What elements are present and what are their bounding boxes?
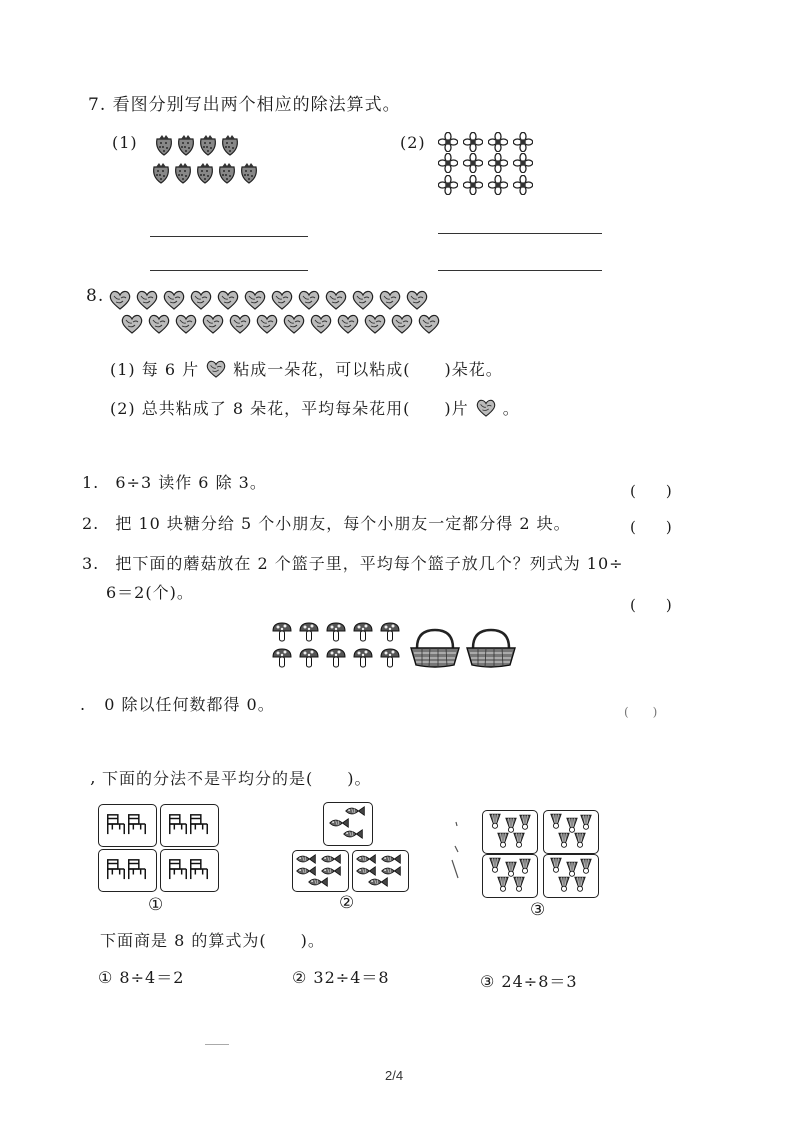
judge-text: 把 10 块糖分给 5 个小朋友，每个小朋友一定都分得 2 块。: [115, 514, 571, 533]
basket-icon: [411, 630, 459, 667]
badminton-icon: [575, 833, 585, 847]
choice-q1-bullet: ‚: [90, 768, 97, 788]
chair-icon: [129, 815, 146, 834]
badminton-icon: [520, 859, 530, 873]
strawberry-icon: [176, 163, 191, 183]
mushroom-icon: [273, 623, 291, 641]
chair-icon: [108, 860, 125, 879]
q8-sub2-after: 。: [502, 399, 520, 418]
mushroom-icon: [273, 649, 291, 667]
badminton-icon: [581, 815, 591, 829]
flower-icon: [463, 132, 482, 151]
strawberry-icon: [242, 163, 257, 183]
mushroom-icon: [354, 623, 372, 641]
fish-icon: [322, 867, 341, 875]
mushroom-icon: [327, 649, 345, 667]
flower-icon: [438, 153, 457, 172]
mushroom-icon: [381, 623, 399, 641]
badminton-icon: [559, 877, 569, 891]
answer-line[interactable]: [150, 270, 308, 271]
option-label: ③: [530, 900, 547, 920]
fish-icon: [297, 855, 316, 863]
chair-icon: [129, 860, 146, 879]
badminton-icon: [551, 814, 561, 828]
shuttle-box: [543, 854, 599, 898]
q7-part2-label: (2): [400, 133, 426, 152]
fish-icon: [369, 878, 388, 886]
chair-box: [160, 804, 219, 847]
strawberry-icon: [220, 163, 235, 183]
flower-icon: [488, 132, 507, 151]
mushroom-icon: [381, 649, 399, 667]
heart-petal-icon: [475, 399, 497, 417]
judge-text: 6÷3 读作 6 除 3。: [115, 473, 267, 492]
answer-paren[interactable]: ( ): [630, 596, 672, 614]
fish-icon: [346, 807, 365, 815]
shuttle-box: [482, 810, 538, 854]
chair-box: [160, 849, 219, 892]
scan-mark: [205, 1044, 229, 1045]
q8-sub1-before: (1) 每 6 片: [110, 360, 200, 379]
judge-num: 3.: [82, 554, 100, 573]
badminton-icon: [506, 818, 516, 832]
badminton-icon: [520, 815, 530, 829]
fish-box: [352, 850, 409, 892]
flower-group: [436, 130, 540, 202]
fish-icon: [322, 855, 341, 863]
answer-line[interactable]: [438, 233, 602, 234]
fish-icon: [297, 867, 316, 875]
strawberry-icon: [154, 163, 169, 183]
badminton-icon: [506, 862, 516, 876]
badminton-icon: [567, 818, 577, 832]
badminton-icon: [575, 877, 585, 891]
chair-icon: [170, 815, 187, 834]
mushroom-icon: [354, 649, 372, 667]
badminton-icon: [490, 858, 500, 872]
chair-icon: [191, 860, 208, 879]
chair-box: [98, 804, 157, 847]
fish-icon: [357, 855, 376, 863]
choice-q2-option-3[interactable]: ③ 24÷8＝3: [480, 972, 578, 991]
flower-icon: [488, 175, 507, 194]
mushroom-icon: [300, 649, 318, 667]
fish-icon: [344, 830, 363, 838]
strawberry-icon: [198, 163, 213, 183]
badminton-icon: [498, 833, 508, 847]
answer-line[interactable]: [438, 270, 602, 271]
flower-icon: [438, 132, 457, 151]
answer-line[interactable]: [150, 236, 308, 237]
fish-icon: [382, 867, 401, 875]
chair-icon: [108, 815, 125, 834]
mushroom-icon: [327, 623, 345, 641]
badminton-icon: [514, 877, 524, 891]
chair-box: [98, 849, 157, 892]
strawberry-icon: [223, 135, 238, 155]
flower-icon: [513, 132, 532, 151]
option-label: ①: [148, 895, 165, 915]
badminton-icon: [581, 859, 591, 873]
flower-icon: [463, 153, 482, 172]
flower-icon: [513, 175, 532, 194]
flower-icon: [463, 175, 482, 194]
chair-icon: [191, 815, 208, 834]
q8-sub1: [110, 357, 503, 380]
choice-q1-text: 下面的分法不是平均分的是( )。: [102, 769, 372, 788]
page-number: 2/4: [385, 1068, 404, 1083]
judge-text: 把下面的蘑菇放在 2 个篮子里，平均每个篮子放几个？列式为 10÷: [115, 554, 624, 573]
basket-icon: [467, 630, 515, 667]
flower-icon: [513, 153, 532, 172]
option-label: ②: [339, 893, 356, 913]
badminton-icon: [490, 814, 500, 828]
judge-item-2: [82, 511, 571, 534]
chair-icon: [170, 860, 187, 879]
flower-icon: [488, 153, 507, 172]
badminton-icon: [559, 833, 569, 847]
badminton-icon: [514, 833, 524, 847]
strawberry-icon: [179, 135, 194, 155]
fish-icon: [330, 819, 349, 827]
badminton-icon: [498, 877, 508, 891]
heart-petal-group: [106, 288, 436, 344]
q8-sub1-after: 粘成一朵花，可以粘成( )朵花。: [233, 360, 503, 379]
fish-icon: [357, 867, 376, 875]
judge-item-3-cont: 6＝2(个)。: [106, 583, 194, 602]
q8-number: 8.: [86, 286, 105, 306]
badminton-icon: [551, 858, 561, 872]
judge-num: 1.: [82, 473, 100, 492]
fish-icon: [382, 855, 401, 863]
fish-box: [323, 802, 373, 846]
fish-box: [292, 850, 349, 892]
heart-petal-icon: [205, 360, 227, 378]
mushroom-basket-figure: [270, 620, 530, 680]
choice-q2-option-2[interactable]: ② 32÷4＝8: [292, 968, 390, 987]
answer-paren[interactable]: ( ): [624, 705, 658, 719]
choice-q2-option-1[interactable]: ① 8÷4＝2: [98, 968, 185, 987]
q8-sub2: [110, 396, 520, 419]
shuttle-box: [543, 810, 599, 854]
judge-item-1: [82, 470, 267, 493]
judge-num: .: [80, 695, 87, 714]
strawberry-icon: [157, 135, 172, 155]
choice-q2-text: 下面商是 8 的算式为( )。: [100, 931, 325, 950]
strawberry-group: [150, 132, 266, 194]
answer-paren[interactable]: ( ): [630, 482, 672, 500]
strawberry-icon: [201, 135, 216, 155]
badminton-icon: [567, 862, 577, 876]
judge-item-3: [82, 551, 624, 574]
q7-title: 7. 看图分别写出两个相应的除法算式。: [88, 95, 401, 115]
answer-paren[interactable]: ( ): [630, 518, 672, 536]
flower-icon: [438, 175, 457, 194]
q8-sub2-before: (2) 总共粘成了 8 朵花，平均每朵花用( )片: [110, 399, 469, 418]
judge-text: 0 除以任何数都得 0。: [104, 695, 275, 714]
shuttle-box: [482, 854, 538, 898]
scan-mark: [446, 820, 466, 884]
judge-item-4: [80, 692, 275, 715]
q7-part1-label: (1): [112, 133, 138, 152]
judge-num: 2.: [82, 514, 100, 533]
fish-icon: [309, 878, 328, 886]
mushroom-icon: [300, 623, 318, 641]
